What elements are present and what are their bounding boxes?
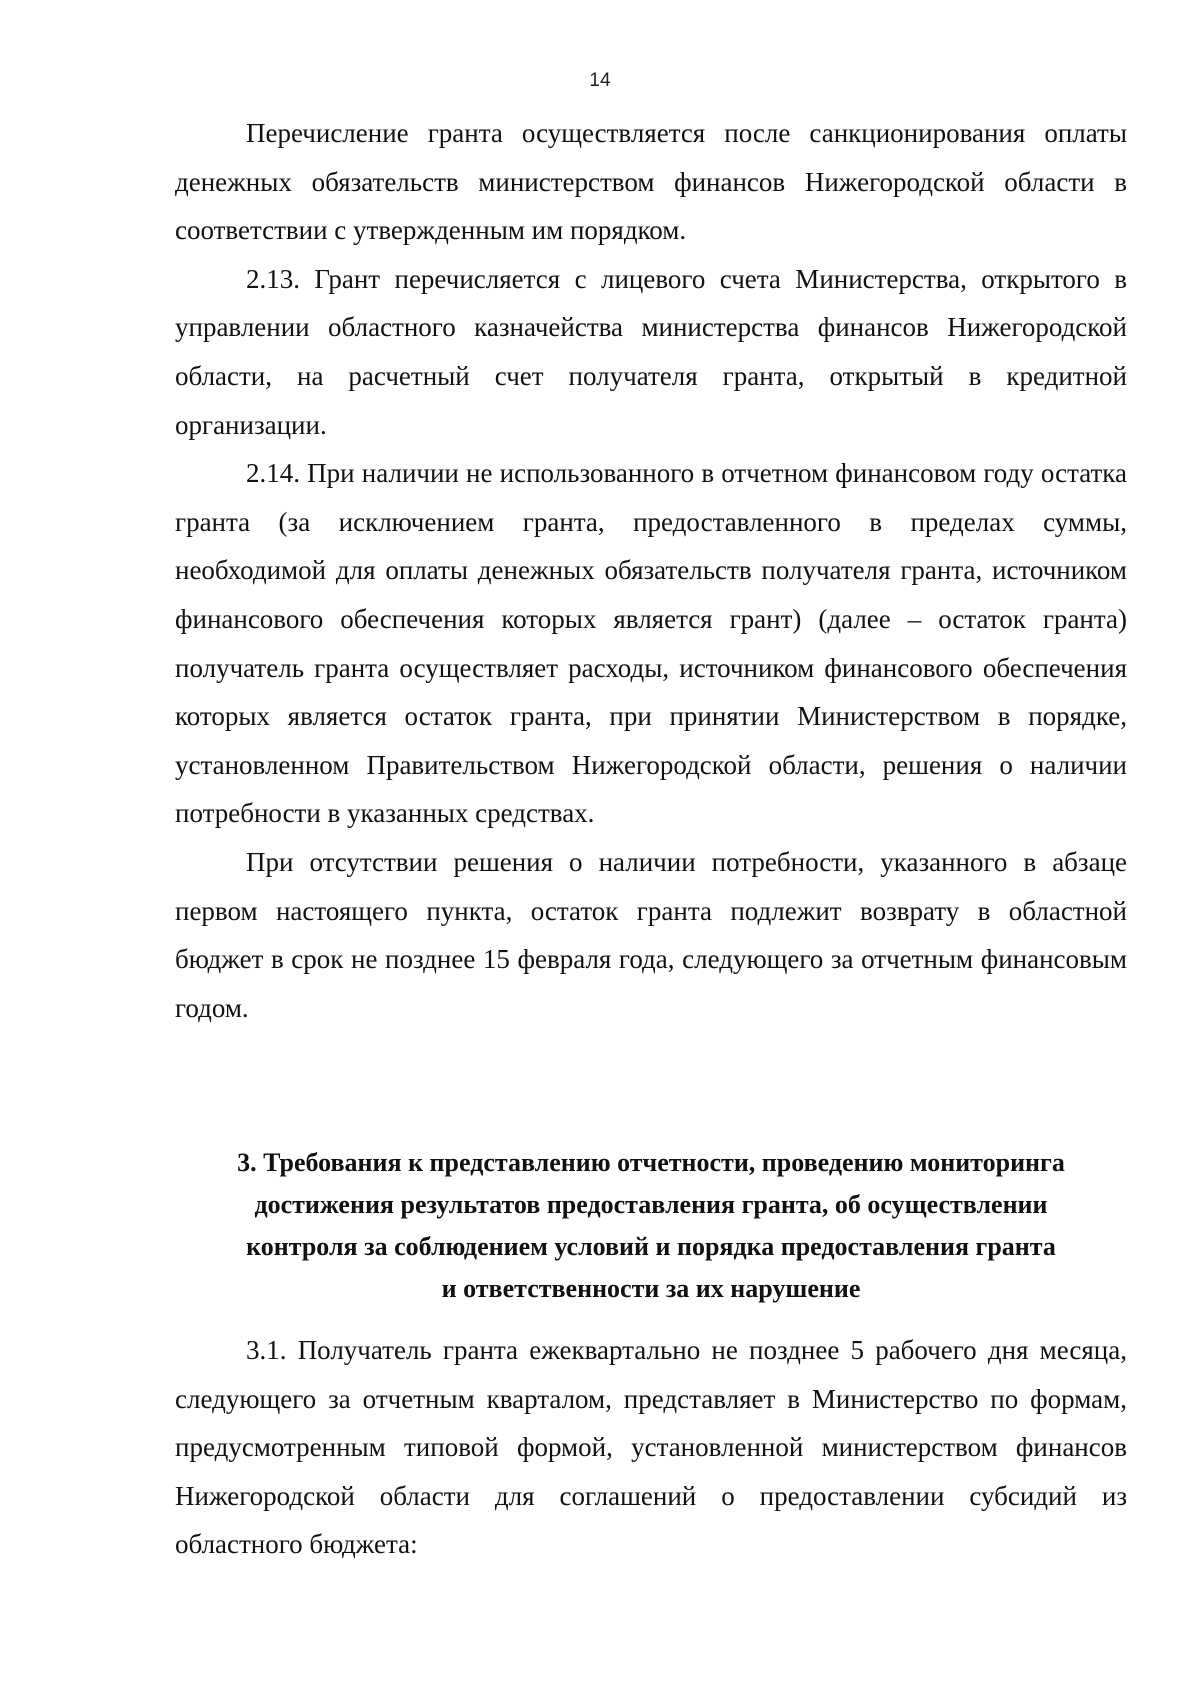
paragraph: Перечисление гранта осуществляется после санкционирования оплаты денежных обязательств министерством финансов Нижегородской области в соответствии с утвержденным им порядком.: [175, 118, 1127, 246]
paragraph: 3.1. Получатель гранта ежеквартально не позднее 5 рабочего дня месяца, следующего за отчетным кварталом, представляет в Министерство по формам, предусмотренным типовой формой, установленной министерством финансов Нижегородской области для соглашений о предоставлении субсидий из областного бюджета:: [175, 1335, 1127, 1560]
section-heading: [175, 1142, 1127, 1310]
section-heading-line: достижения результатов предоставления гранта, об осуществлении: [254, 1190, 1048, 1219]
body-text-bottom: [175, 1326, 1127, 1569]
section-heading-line: 3. Требования к представлению отчетности, проведению мониторинга: [237, 1148, 1065, 1177]
page-number: 14: [589, 70, 611, 91]
paragraph: При отсутствии решения о наличии потребности, указанного в абзаце первом настоящего пункта, остаток гранта подлежит возврату в областной бюджет в срок не позднее 15 февраля года, следующего за отчетным финансовым годом.: [175, 846, 1127, 1023]
paragraph: 2.13. Грант перечисляется с лицевого счета Министерства, открытого в управлении областного казначейства министерства финансов Нижегородской области, на расчетный счет получателя гранта, открытый в кредитной организации.: [175, 263, 1127, 440]
paragraph: 2.14. При наличии не использованного в отчетном финансовом году остатка гранта (за исключением гранта, предоставленного в пределах суммы, необходимой для оплаты денежных обязательств получателя гранта, источником финансового обеспечения которых является грант) (далее – остаток гранта) получатель гранта осуществляет расходы, источником финансового обеспечения которых является остаток гранта, при принятии Министерством в порядке, установленном Правительством Нижегородской области, решения о наличии потребности в указанных средствах.: [175, 458, 1127, 829]
body-text-top: [175, 109, 1127, 1032]
section-heading-line: и ответственности за их нарушение: [441, 1274, 861, 1303]
section-heading-line: контроля за соблюдением условий и порядка предоставления гранта: [246, 1232, 1056, 1261]
